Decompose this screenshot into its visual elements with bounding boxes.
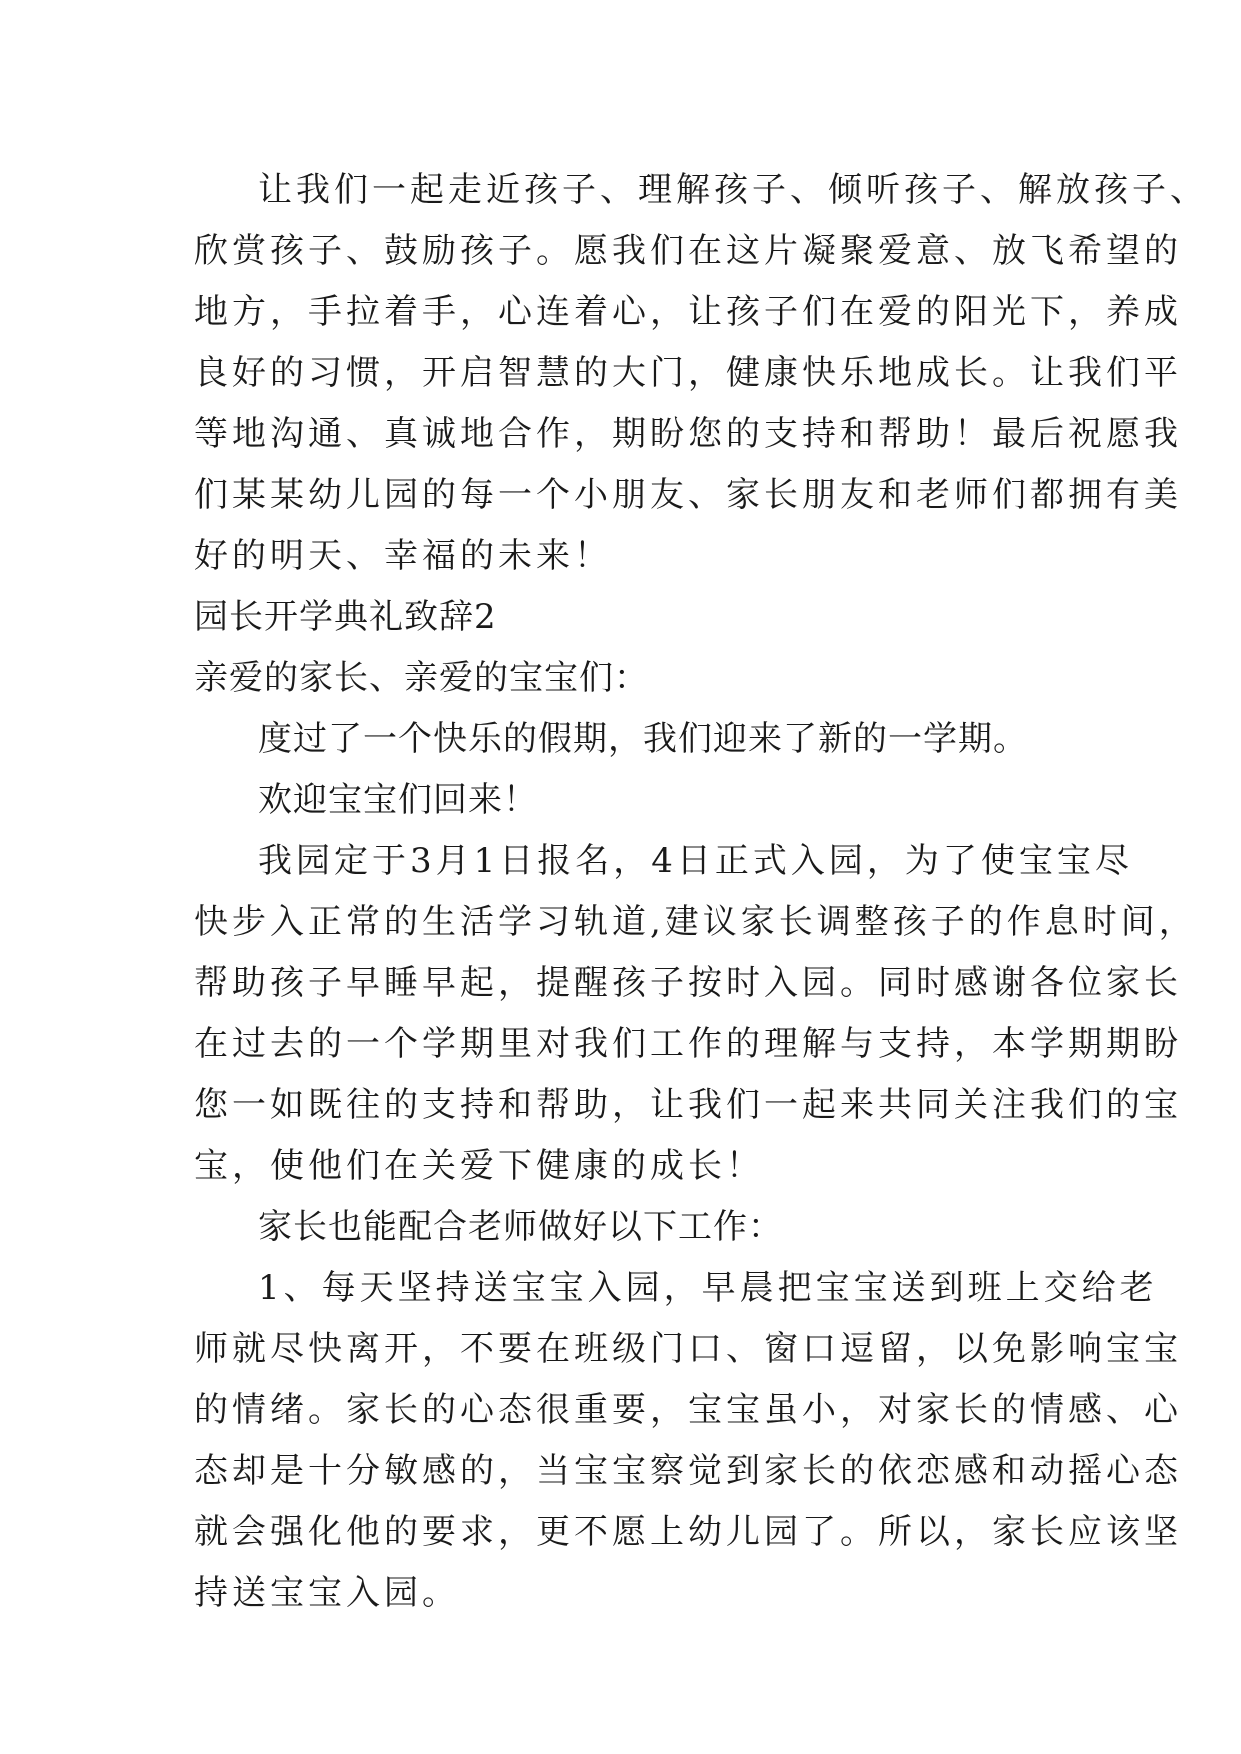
list-item-line: 1、每天坚持送宝宝入园，早晨把宝宝送到班上交给老 — [258, 1268, 1158, 1308]
paragraph-line: 欢迎宝宝们回来！ — [258, 780, 538, 820]
paragraph-line: 宝，使他们在关爱下健康的成长！ — [194, 1146, 764, 1186]
paragraph-line: 等地沟通、真诚地合作，期盼您的支持和帮助！最后祝愿我 — [194, 414, 1182, 454]
paragraph-line: 的情绪。家长的心态很重要，宝宝虽小，对家长的情感、心 — [194, 1390, 1182, 1430]
paragraph-line: 家长也能配合老师做好以下工作： — [258, 1207, 783, 1247]
paragraph-line: 态却是十分敏感的，当宝宝察觉到家长的依恋感和动摇心态 — [194, 1451, 1182, 1491]
paragraph-line: 们某某幼儿园的每一个小朋友、家长朋友和老师们都拥有美 — [194, 475, 1182, 515]
paragraph-line: 帮助孩子早睡早起，提醒孩子按时入园。同时感谢各位家长 — [194, 963, 1182, 1003]
paragraph-line: 持送宝宝入园。 — [194, 1573, 460, 1613]
paragraph-line: 好的明天、幸福的未来！ — [194, 536, 612, 576]
paragraph-line: 快步入正常的生活学习轨道,建议家长调整孩子的作息时间， — [194, 902, 1197, 942]
paragraph-line: 让我们一起走近孩子、理解孩子、倾听孩子、解放孩子、 — [258, 170, 1208, 210]
paragraph-line: 我园定于3月1日报名，4日正式入园，为了使宝宝尽 — [258, 841, 1133, 881]
document-body — [194, 160, 1208, 1624]
paragraph-line: 良好的习惯，开启智慧的大门，健康快乐地成长。让我们平 — [194, 353, 1182, 393]
salutation: 亲爱的家长、亲爱的宝宝们： — [194, 658, 649, 698]
paragraph-line: 您一如既往的支持和帮助，让我们一起来共同关注我们的宝 — [194, 1085, 1182, 1125]
section-heading: 园长开学典礼致辞2 — [194, 597, 497, 637]
paragraph-line: 就会强化他的要求，更不愿上幼儿园了。所以，家长应该坚 — [194, 1512, 1182, 1552]
paragraph-line: 师就尽快离开，不要在班级门口、窗口逗留，以免影响宝宝 — [194, 1329, 1182, 1369]
paragraph-line: 欣赏孩子、鼓励孩子。愿我们在这片凝聚爱意、放飞希望的 — [194, 231, 1182, 271]
paragraph-line: 度过了一个快乐的假期，我们迎来了新的一学期。 — [258, 719, 1028, 759]
paragraph-line: 地方，手拉着手，心连着心，让孩子们在爱的阳光下，养成 — [194, 292, 1182, 332]
paragraph-line: 在过去的一个学期里对我们工作的理解与支持，本学期期盼 — [194, 1024, 1182, 1064]
